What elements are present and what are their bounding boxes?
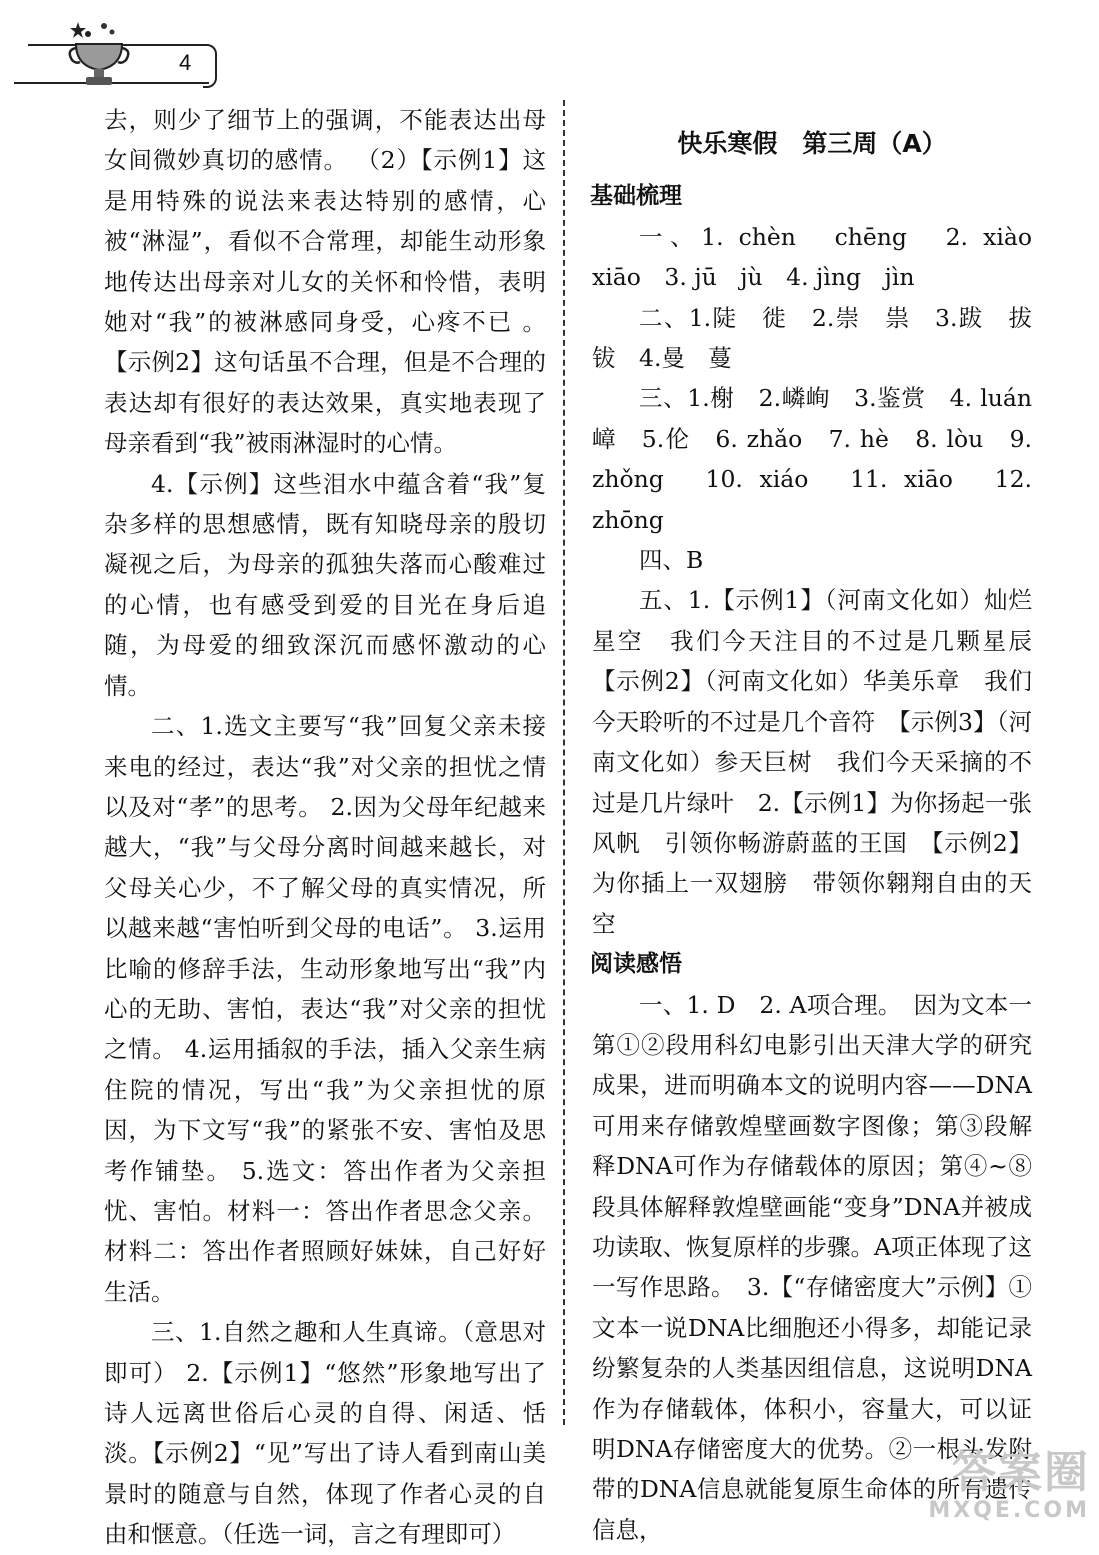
site-watermark — [915, 1448, 1090, 1530]
section-title: 快乐寒假 第三周（A） — [677, 129, 947, 158]
answer-paragraph: 去，则少了细节上的强调，不能表达出母女间微妙真切的感情。 （2）【示例1】这是用特殊的说法来表达特别的感情，心被“淋湿”，看似不合常理，却能生动形象地传达出母亲对儿女的关怀和怜惜，表明她对“我”的被淋感同身受，心疼不已 。【示例2】这句话虽不合理，但是不合理的表达却有很好的表达效果，真实地表现了母亲看到“我”被雨淋湿时的心情。 — [104, 106, 546, 458]
right-column — [590, 124, 1056, 1550]
answer-paragraph: 五、1.【示例1】（河南文化如）灿烂星空 我们今天注目的不过是几颗星辰 【示例2】（河南文化如）华美乐章 我们今天聆听的不过是几个音符 【示例3】（河南文化如）参天巨树 我们今天采摘的不过是几片绿叶 2.【示例1】为你扬起一张风帆 引领你畅游蔚蓝的王国 【示例2】为你插上一双翅膀 带领你翱翔自由的天空 — [592, 586, 1056, 938]
answer-paragraph: 二、1.陡 徙 2.崇 祟 3.跋 拔 钹 4.曼 蔓 — [592, 303, 1056, 373]
page-number: 4 — [179, 50, 192, 75]
answer-paragraph: 四、B — [639, 546, 704, 575]
answer-paragraph: 一、1. chèn chēng 2. xiào xiāo 3. jū jù 4. jìng jìn — [592, 222, 1056, 292]
answer-paragraph: 三、1.自然之趣和人生真谛。（意思对即可） 2.【示例1】“悠然”形象地写出了诗人远离世俗后心灵的自得、闲适、恬淡。【示例2】“见”写出了诗人看到南山美景时的随意与自然，体现了作者心灵的自由和惬意。（任选一词，言之有理即可） — [104, 1318, 546, 1549]
answer-paragraph: 三、1.榭 2.嶙峋 3.鉴赏 4. luán 嶂 5.伦 6. zhǎo 7. hè 8. lòu 9. zhǒng 10. xiáo 11. xiāo 12. zhōng — [592, 384, 1056, 534]
header-bracket — [203, 44, 217, 88]
answer-paragraph: 一、1. D 2. A项合理。 因为文本一第①②段用科幻电影引出天津大学的研究成果，进而明确本文的说明内容——DNA可用来存储敦煌壁画数字图像；第③段解释DNA可作为存储载体的原因；第④~⑧段具体解释敦煌壁画能“变身”DNA并被成功读取、恢复原样的步骤。A项正体现了这一写作思路。 3.【“存储密度大”示例】①文本一说DNA比细胞还小得多，却能记录纷繁复杂的人类基因组信息，这说明DNA作为存储载体，体积小，容量大，可以证明DNA存储密度大的优势。②一根头发附带的DNA信息就能复原生命体的所有遗传信息， — [592, 990, 1032, 1544]
watermark-logo-text: 答案圈 — [952, 1447, 1090, 1498]
column-divider — [563, 100, 565, 1425]
page-header — [14, 20, 219, 90]
answer-paragraph: 4.【示例】这些泪水中蕴含着“我”复杂多样的思想感情，既有知晓母亲的殷切凝视之后，为母亲的孤独失落而心酸难过的心情，也有感受到爱的目光在身后追随，为母爱的细致深沉而感怀激动的心情。 — [104, 469, 546, 700]
left-column — [104, 100, 546, 1555]
answer-paragraph: 二、1.选文主要写“我”回复父亲未接来电的经过，表达“我”对父亲的担忧之情以及对“孝”的思考。 2.因为父母年纪越来越大，“我”与父母分离时间越来越长，对父母关心少，不了解父母的真实情况，所以越来越“害怕听到父母的电话”。 3.运用比喻的修辞手法，生动形象地写出“我”内心的无助、害怕，表达“我”对父亲的担忧之情。 4.运用插叙的手法，插入父亲生病住院的情况，写出“我”为父亲担忧的原因，为下文写“我”的紧张不安、害怕及思考作铺垫。 5.选文：答出作者为父亲担忧、害怕。材料一：答出作者思念父亲。材料二：答出作者照顾好妹妹，自己好好生活。 — [104, 712, 546, 1306]
subheading-reading: 阅读感悟 — [590, 951, 682, 978]
subheading-basics: 基础梳理 — [590, 183, 682, 210]
watermark-url: MXQE.COM — [928, 1498, 1090, 1523]
trophy-icon — [64, 20, 134, 88]
